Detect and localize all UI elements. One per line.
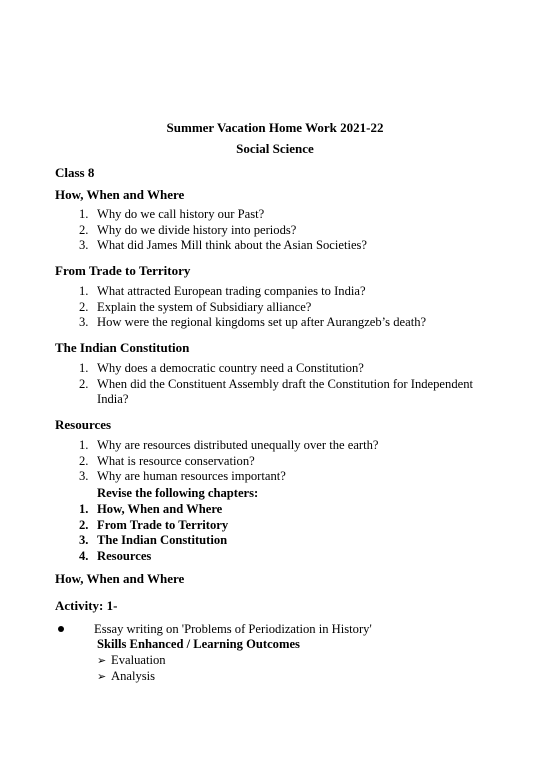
list-number: 1. (79, 438, 89, 452)
skill-item (97, 653, 166, 670)
list-item (79, 533, 228, 549)
list-item (79, 223, 499, 239)
list-number: 1. (79, 207, 89, 221)
question-list-constitution (79, 361, 499, 408)
chapter-name: From Trade to Territory (97, 517, 229, 532)
list-item (79, 377, 499, 408)
question-list-history (79, 207, 499, 254)
list-number: 4. (79, 548, 89, 563)
list-item (79, 549, 228, 565)
question-text: When did the Constituent Assembly draft the Constitution for Independent India? (97, 376, 474, 407)
skill-text: Analysis (111, 669, 156, 683)
document-subject: Social Science (236, 141, 314, 156)
list-item (79, 454, 499, 470)
list-item (79, 469, 499, 485)
list-item (79, 502, 228, 518)
section-heading-resources: Resources (55, 417, 112, 432)
arrow-right-icon: ➢ (97, 655, 107, 667)
question-text: Why do we call history our Past? (97, 207, 265, 221)
arrow-right-icon: ➢ (97, 671, 107, 683)
revise-chapter-list (79, 502, 228, 564)
section-heading-history: How, When and Where (55, 187, 185, 202)
activity-task: Essay writing on 'Problems of Periodization in History' (94, 622, 372, 636)
chapter-name: Resources (97, 548, 152, 563)
activity-label: Activity: 1- (55, 598, 118, 613)
list-number: 2. (79, 517, 89, 532)
list-number: 2. (79, 376, 89, 391)
revise-title: Revise the following chapters: (97, 486, 259, 500)
list-number: 2. (79, 222, 89, 237)
class-label: Class 8 (55, 165, 95, 180)
question-text: Why do we divide history into periods? (97, 222, 297, 237)
question-text: What is resource conservation? (97, 453, 255, 468)
list-item (79, 238, 499, 254)
list-item (79, 518, 228, 534)
chapter-name: How, When and Where (97, 502, 223, 516)
skills-title: Skills Enhanced / Learning Outcomes (97, 637, 300, 651)
list-item (79, 300, 499, 316)
list-item (79, 315, 499, 331)
list-number: 1. (79, 361, 89, 375)
question-text: Why are resources distributed unequally over the earth? (97, 438, 379, 452)
list-number: 2. (79, 453, 89, 468)
question-list-trade (79, 284, 499, 331)
activity-section-heading: How, When and Where (55, 571, 185, 586)
question-text: How were the regional kingdoms set up after Aurangzeb’s death? (97, 315, 427, 330)
list-number: 3. (79, 533, 89, 548)
list-item (79, 207, 499, 223)
question-text: What attracted European trading companies to India? (97, 284, 366, 298)
skill-item (97, 669, 155, 686)
question-list-resources (79, 438, 499, 485)
list-item (79, 284, 499, 300)
list-number: 3. (79, 315, 89, 330)
list-item (79, 438, 499, 454)
list-number: 1. (79, 502, 89, 516)
list-number: 1. (79, 284, 89, 298)
list-item (79, 361, 499, 377)
list-number: 3. (79, 238, 89, 253)
list-number: 3. (79, 469, 89, 484)
section-heading-trade: From Trade to Territory (55, 263, 191, 278)
document-title: Summer Vacation Home Work 2021-22 (166, 120, 384, 135)
bullet-dot-icon (58, 626, 64, 632)
activity-task-row (58, 622, 372, 638)
question-text: Explain the system of Subsidiary alliance? (97, 299, 312, 314)
list-number: 2. (79, 299, 89, 314)
skill-text: Evaluation (111, 653, 166, 667)
section-heading-constitution: The Indian Constitution (55, 340, 190, 355)
question-text: What did James Mill think about the Asian Societies? (97, 238, 368, 253)
question-text: Why does a democratic country need a Constitution? (97, 361, 364, 375)
question-text: Why are human resources important? (97, 469, 286, 484)
chapter-name: The Indian Constitution (97, 533, 228, 548)
